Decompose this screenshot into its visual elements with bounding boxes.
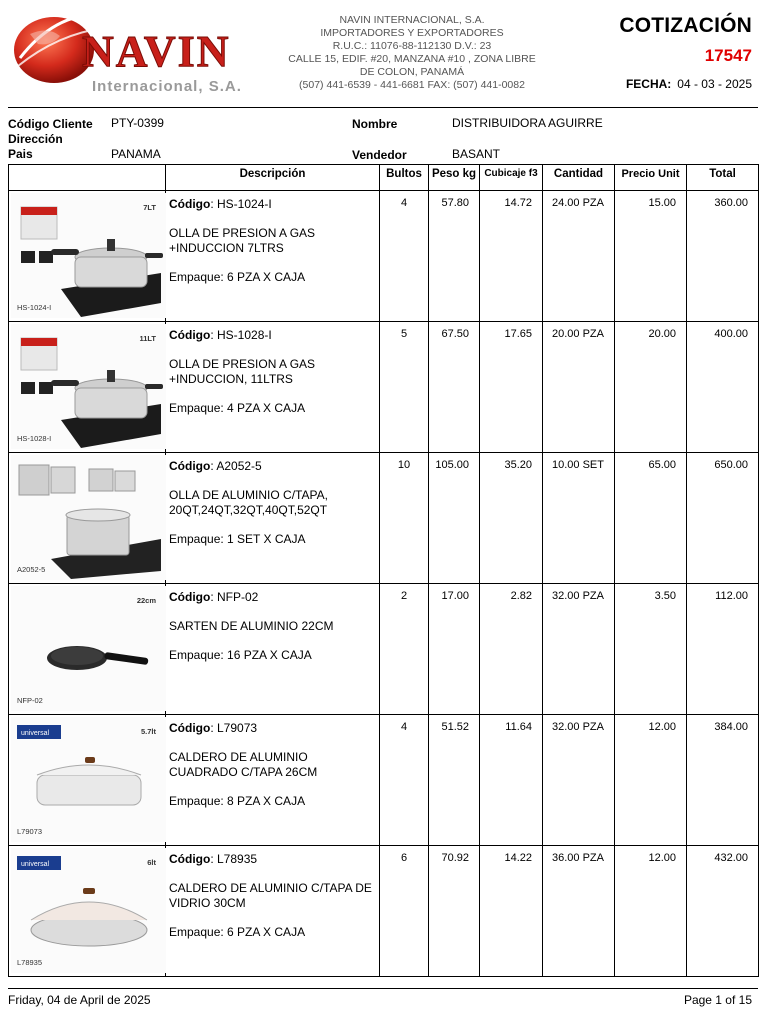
precio-cell: 65.00 <box>615 453 687 584</box>
table-row <box>9 715 759 846</box>
document-date <box>626 77 752 91</box>
company-logo <box>8 6 260 98</box>
product-image-size: 22cm <box>136 596 156 605</box>
product-image-code: HS-1024-I <box>17 303 52 312</box>
company-line: R.U.C.: 11076-88-112130 D.V.: 23 <box>332 40 492 52</box>
product-description: SARTEN DE ALUMINIO 22CM <box>169 619 334 633</box>
total-cell: 400.00 <box>687 322 759 453</box>
company-line: CALLE 15, EDIF. #20, MANZANA #10 , ZONA LIBRE <box>288 53 536 65</box>
product-image-size: 6lt <box>147 858 156 867</box>
client-name: DISTRIBUIDORA AGUIRRE <box>452 116 603 130</box>
cubicaje-cell: 14.22 <box>480 846 543 977</box>
product-description-cell <box>166 846 380 977</box>
client-name-label: Nombre <box>352 117 398 131</box>
header-cubicaje: Cubicaje f3 <box>480 165 543 191</box>
cantidad-cell: 36.00 PZA <box>543 846 615 977</box>
logo-sub-text: Internacional, S.A. <box>92 78 242 95</box>
pressure-cooker-image <box>11 193 166 318</box>
cubicaje-cell: 14.72 <box>480 191 543 322</box>
product-code-value: L78935 <box>217 852 258 866</box>
company-line: (507) 441-6539 - 441-6681 FAX: (507) 441-0082 <box>299 79 525 91</box>
table-row <box>9 191 759 322</box>
precio-cell: 12.00 <box>615 715 687 846</box>
product-image-code: L78935 <box>17 958 43 967</box>
product-code-label: Código <box>169 721 211 735</box>
product-image-cell <box>9 846 166 977</box>
bultos-cell: 5 <box>380 322 429 453</box>
product-code: Código: NFP-02 <box>169 590 259 604</box>
product-image-cell <box>9 715 166 846</box>
total-cell: 384.00 <box>687 715 759 846</box>
product-packing: Empaque: 16 PZA X CAJA <box>169 648 312 662</box>
product-description: OLLA DE ALUMINIO C/TAPA, 20QT,24QT,32QT,40QT,52QT <box>169 488 328 517</box>
product-description: CALDERO DE ALUMINIO CUADRADO C/TAPA 26CM <box>169 750 318 779</box>
product-code-value: L79073 <box>217 721 258 735</box>
product-packing: Empaque: 4 PZA X CAJA <box>169 401 306 415</box>
cubicaje-cell: 17.65 <box>480 322 543 453</box>
company-line: IMPORTADORES Y EXPORTADORES <box>320 27 504 39</box>
client-address-label: Dirección <box>8 132 63 146</box>
cantidad-cell: 24.00 PZA <box>543 191 615 322</box>
product-code: Código: A2052-5 <box>169 459 262 473</box>
header-precio-text: Precio Unit <box>621 168 680 180</box>
bultos-cell: 6 <box>380 846 429 977</box>
total-cell: 650.00 <box>687 453 759 584</box>
header-cantidad: Cantidad <box>543 165 615 191</box>
footer-divider <box>8 988 758 989</box>
round-caldero-image <box>11 848 166 973</box>
product-image-code: A2052-5 <box>17 565 46 574</box>
peso-cell: 51.52 <box>429 715 480 846</box>
product-code-label: Código <box>169 590 211 604</box>
peso-cell: 67.50 <box>429 322 480 453</box>
product-code: Código: HS-1028-I <box>169 328 272 342</box>
cubicaje-cell: 35.20 <box>480 453 543 584</box>
product-description-cell <box>166 191 380 322</box>
header-precio <box>615 165 687 191</box>
product-packing: Empaque: 6 PZA X CAJA <box>169 270 306 284</box>
logo-brand-text: NAVIN <box>82 27 231 76</box>
product-image-cell <box>9 453 166 584</box>
cantidad-cell: 20.00 PZA <box>543 322 615 453</box>
cantidad-cell: 32.00 PZA <box>543 584 615 715</box>
header-peso: Peso kg <box>429 165 480 191</box>
precio-cell: 12.00 <box>615 846 687 977</box>
product-code-value: HS-1024-I <box>217 197 272 211</box>
product-code: Código: HS-1024-I <box>169 197 272 211</box>
client-code-label: Código Cliente <box>8 117 93 131</box>
product-description-cell <box>166 584 380 715</box>
svg-text:universal: universal <box>21 861 50 868</box>
product-image-size: 5.7lt <box>140 727 156 736</box>
bultos-cell: 2 <box>380 584 429 715</box>
date-value: 04 - 03 - 2025 <box>677 77 752 91</box>
product-image-code: NFP-02 <box>17 696 43 705</box>
product-code-label: Código <box>169 197 211 211</box>
client-country: PANAMA <box>111 147 161 161</box>
cantidad-cell: 32.00 PZA <box>543 715 615 846</box>
product-image-code: HS-1028-I <box>17 434 52 443</box>
header-divider <box>8 107 758 108</box>
product-description-cell <box>166 715 380 846</box>
header-total: Total <box>687 165 759 191</box>
header-image <box>9 165 166 191</box>
client-code: PTY-0399 <box>111 116 164 130</box>
footer-date: Friday, 04 de April de 2025 <box>8 993 151 1007</box>
product-code: Código: L79073 <box>169 721 258 735</box>
total-cell: 432.00 <box>687 846 759 977</box>
product-code-value: A2052-5 <box>216 459 262 473</box>
product-packing: Empaque: 6 PZA X CAJA <box>169 925 306 939</box>
document-number: 17547 <box>704 46 752 65</box>
product-description: OLLA DE PRESION A GAS +INDUCCION 7LTRS <box>169 226 316 255</box>
cubicaje-cell: 2.82 <box>480 584 543 715</box>
square-caldero-image <box>11 717 166 842</box>
header-description: Descripción <box>166 165 380 191</box>
pressure-cooker-image <box>11 324 166 449</box>
bultos-cell: 4 <box>380 715 429 846</box>
peso-cell: 70.92 <box>429 846 480 977</box>
product-packing: Empaque: 1 SET X CAJA <box>169 532 306 546</box>
precio-cell: 20.00 <box>615 322 687 453</box>
table-row <box>9 453 759 584</box>
product-image-cell <box>9 322 166 453</box>
peso-cell: 17.00 <box>429 584 480 715</box>
document-title: COTIZACIÓN <box>619 14 752 37</box>
table-row <box>9 846 759 977</box>
page-number: Page 1 of 15 <box>683 993 752 1007</box>
bultos-cell: 4 <box>380 191 429 322</box>
product-image-cell <box>9 584 166 715</box>
cubicaje-cell: 11.64 <box>480 715 543 846</box>
pot-set-image <box>11 455 166 580</box>
header-bultos: Bultos <box>380 165 429 191</box>
product-code-label: Código <box>169 852 211 866</box>
product-image-size: 11LT <box>139 334 156 343</box>
svg-text:universal: universal <box>21 730 50 737</box>
total-cell: 360.00 <box>687 191 759 322</box>
precio-cell: 15.00 <box>615 191 687 322</box>
product-image-size: 7LT <box>143 203 156 212</box>
peso-cell: 57.80 <box>429 191 480 322</box>
product-code-label: Código <box>169 328 211 342</box>
seller-name: BASANT <box>452 147 501 161</box>
product-packing: Empaque: 8 PZA X CAJA <box>169 794 306 808</box>
peso-cell: 105.00 <box>429 453 480 584</box>
product-image-cell <box>9 191 166 322</box>
total-cell: 112.00 <box>687 584 759 715</box>
company-info <box>262 14 562 92</box>
company-line: DE COLON, PANAMÁ <box>359 66 465 78</box>
product-code: Código: L78935 <box>169 852 258 866</box>
product-code-value: NFP-02 <box>217 590 259 604</box>
seller-label: Vendedor <box>352 148 407 162</box>
product-code-label: Código <box>169 459 211 473</box>
product-description-cell <box>166 453 380 584</box>
product-image-code: L79073 <box>17 827 43 836</box>
product-description: CALDERO DE ALUMINIO C/TAPA DE VIDRIO 30CM <box>169 881 372 910</box>
bultos-cell: 10 <box>380 453 429 584</box>
product-description: OLLA DE PRESION A GAS +INDUCCION, 11LTRS <box>169 357 316 386</box>
table-row <box>9 322 759 453</box>
frying-pan-image <box>11 586 166 711</box>
table-header-row <box>9 165 759 191</box>
client-country-label: Pais <box>8 147 33 161</box>
precio-cell: 3.50 <box>615 584 687 715</box>
cantidad-cell: 10.00 SET <box>543 453 615 584</box>
company-line: NAVIN INTERNACIONAL, S.A. <box>339 14 485 26</box>
date-label: FECHA: <box>625 77 672 91</box>
product-description-cell <box>166 322 380 453</box>
quotation-table <box>8 164 759 977</box>
product-code-value: HS-1028-I <box>217 328 272 342</box>
table-row <box>9 584 759 715</box>
